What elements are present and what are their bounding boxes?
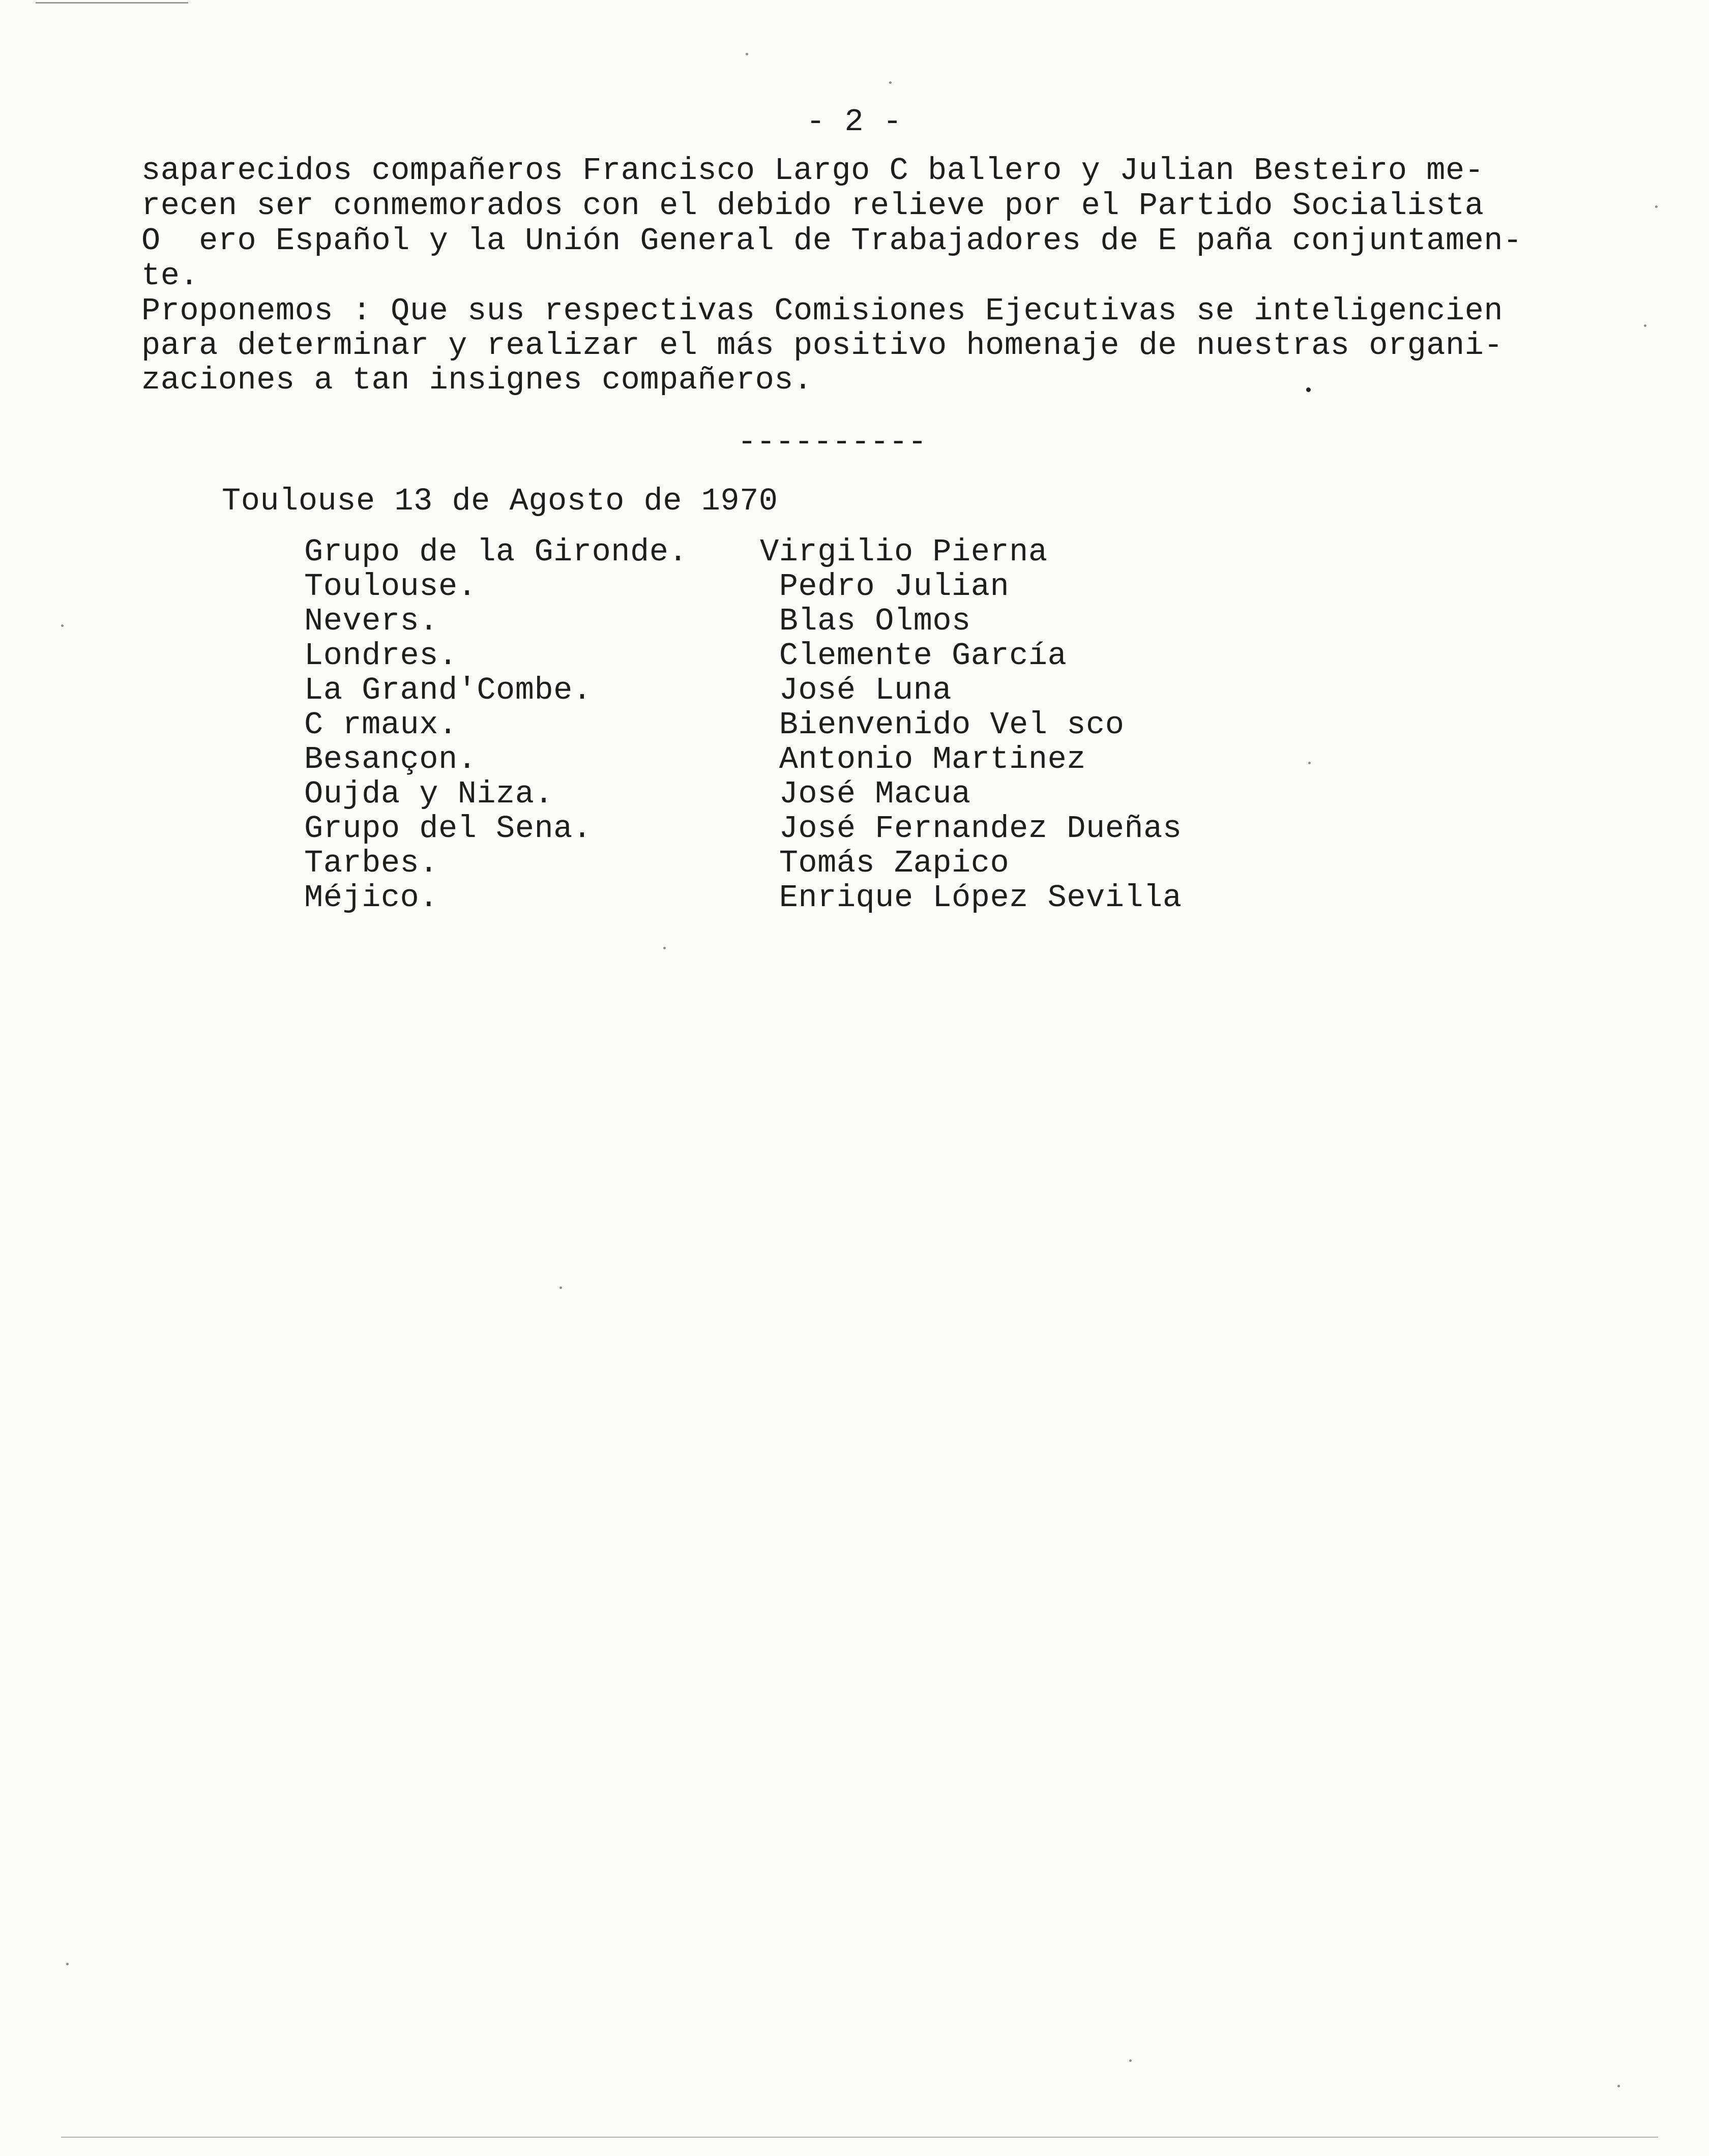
- paragraph-line: Proponemos : Que sus respectivas Comisiones Ejecutivas se inteligencien: [141, 293, 1504, 329]
- scan-speck: [1655, 205, 1658, 208]
- signatory-group: Tarbes.: [304, 845, 438, 881]
- signatory-group: Nevers.: [304, 603, 438, 639]
- paragraph-line: te.: [141, 258, 199, 294]
- signatory-name: Bienvenido Vel sco: [760, 707, 1125, 743]
- paragraph-line: para determinar y realizar el más positivo homenaje de nuestras organi-: [141, 327, 1504, 364]
- top-edge-mark: [36, 2, 188, 4]
- signatory-group: Grupo del Sena.: [304, 811, 592, 847]
- scan-speck: [66, 1963, 69, 1965]
- date-line: Toulouse 13 de Agosto de 1970: [222, 483, 778, 519]
- signatory-name: José Fernandez Dueñas: [760, 811, 1182, 847]
- signatory-name: Pedro Julian: [760, 568, 1010, 605]
- signatory-name: Clemente García: [760, 638, 1067, 674]
- scan-speck: [1617, 2085, 1620, 2087]
- page-number: - 2 -: [806, 104, 902, 140]
- paragraph-line: saparecidos compañeros Francisco Largo C ballero y Julian Besteiro me-: [141, 153, 1484, 189]
- section-separator: ----------: [738, 424, 927, 460]
- signatory-name: José Luna: [760, 672, 952, 708]
- scan-speck: [746, 53, 748, 55]
- signatory-group: C rmaux.: [304, 707, 458, 743]
- signatory-group: La Grand'Combe.: [304, 672, 592, 708]
- bottom-edge-mark: [61, 2137, 1658, 2138]
- paragraph-line: zaciones a tan insignes compañeros.: [141, 362, 813, 398]
- signatory-name: Antonio Martinez: [760, 741, 1086, 777]
- scan-speck: [1129, 2059, 1132, 2062]
- scan-speck: [559, 1286, 562, 1289]
- signatory-group: Grupo de la Gironde.: [304, 534, 688, 570]
- scan-speck: [889, 81, 892, 84]
- signatory-name: Tomás Zapico: [760, 845, 1010, 881]
- signatory-group: Besançon.: [304, 741, 477, 777]
- scan-speck: [663, 947, 666, 949]
- scan-speck: [61, 624, 64, 627]
- scan-speck: [1644, 324, 1646, 327]
- scan-speck: [1308, 762, 1311, 764]
- paragraph-line: O ero Español y la Unión General de Trabajadores de E paña conjuntamen-: [141, 223, 1522, 259]
- signatory-group: Oujda y Niza.: [304, 776, 554, 812]
- signatory-name: Blas Olmos: [760, 603, 971, 639]
- paragraph-line: recen ser conmemorados con el debido relieve por el Partido Socialista: [141, 188, 1484, 224]
- signatory-name: Virgilio Pierna: [760, 534, 1048, 570]
- signatory-name: Enrique López Sevilla: [760, 880, 1182, 916]
- signatory-group: Toulouse.: [304, 568, 477, 605]
- scan-speck: [1306, 387, 1311, 392]
- signatory-group: Méjico.: [304, 880, 438, 916]
- signatory-name: José Macua: [760, 776, 971, 812]
- signatory-group: Londres.: [304, 638, 458, 674]
